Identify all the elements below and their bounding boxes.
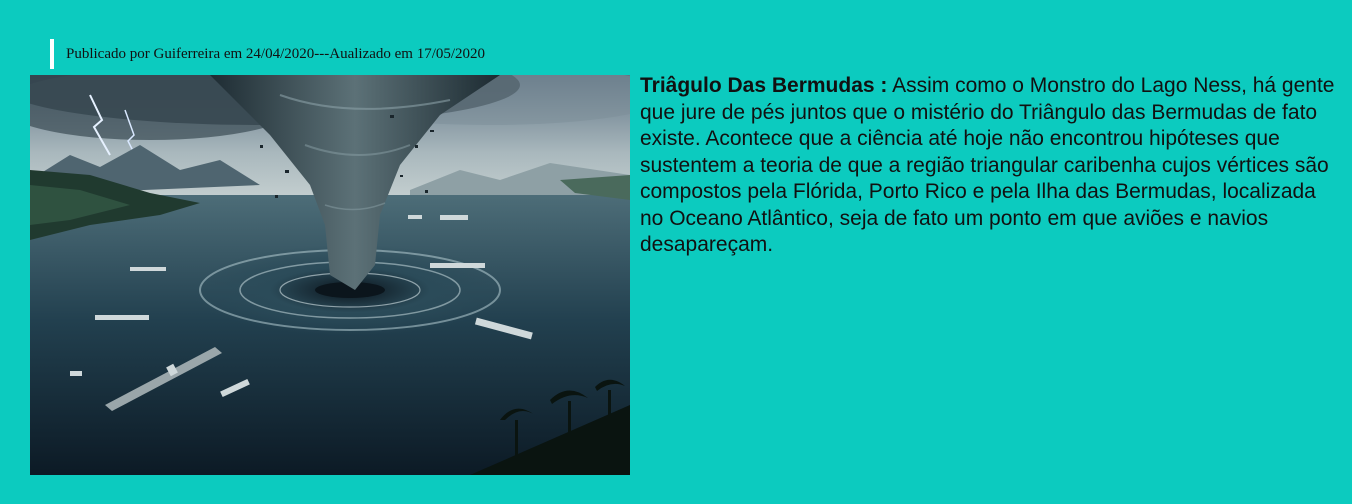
article-paragraph — [640, 73, 1340, 259]
article-title: Triâgulo Das Bermudas : — [640, 74, 888, 97]
article-body: Assim como o Monstro do Lago Ness, há gente que jure de pés juntos que o mistério do Triângulo das Bermudas de fato existe. Acontece que a ciência até hoje não encontrou hipóteses que sustentem a teoria de que a região triangular caribenha cujos vértices são compostos pela Flórida, Porto Rico e pela Ilha das Bermudas, localizada no Oceano Atlântico, seja de fato um ponto em que aviões e navios desapareçam. — [640, 74, 1335, 256]
post-meta — [50, 39, 485, 69]
post-meta-text: Publicado por Guiferreira em 24/04/2020---Aualizado em 17/05/2020 — [66, 46, 486, 62]
bermuda-triangle-image — [30, 75, 630, 475]
